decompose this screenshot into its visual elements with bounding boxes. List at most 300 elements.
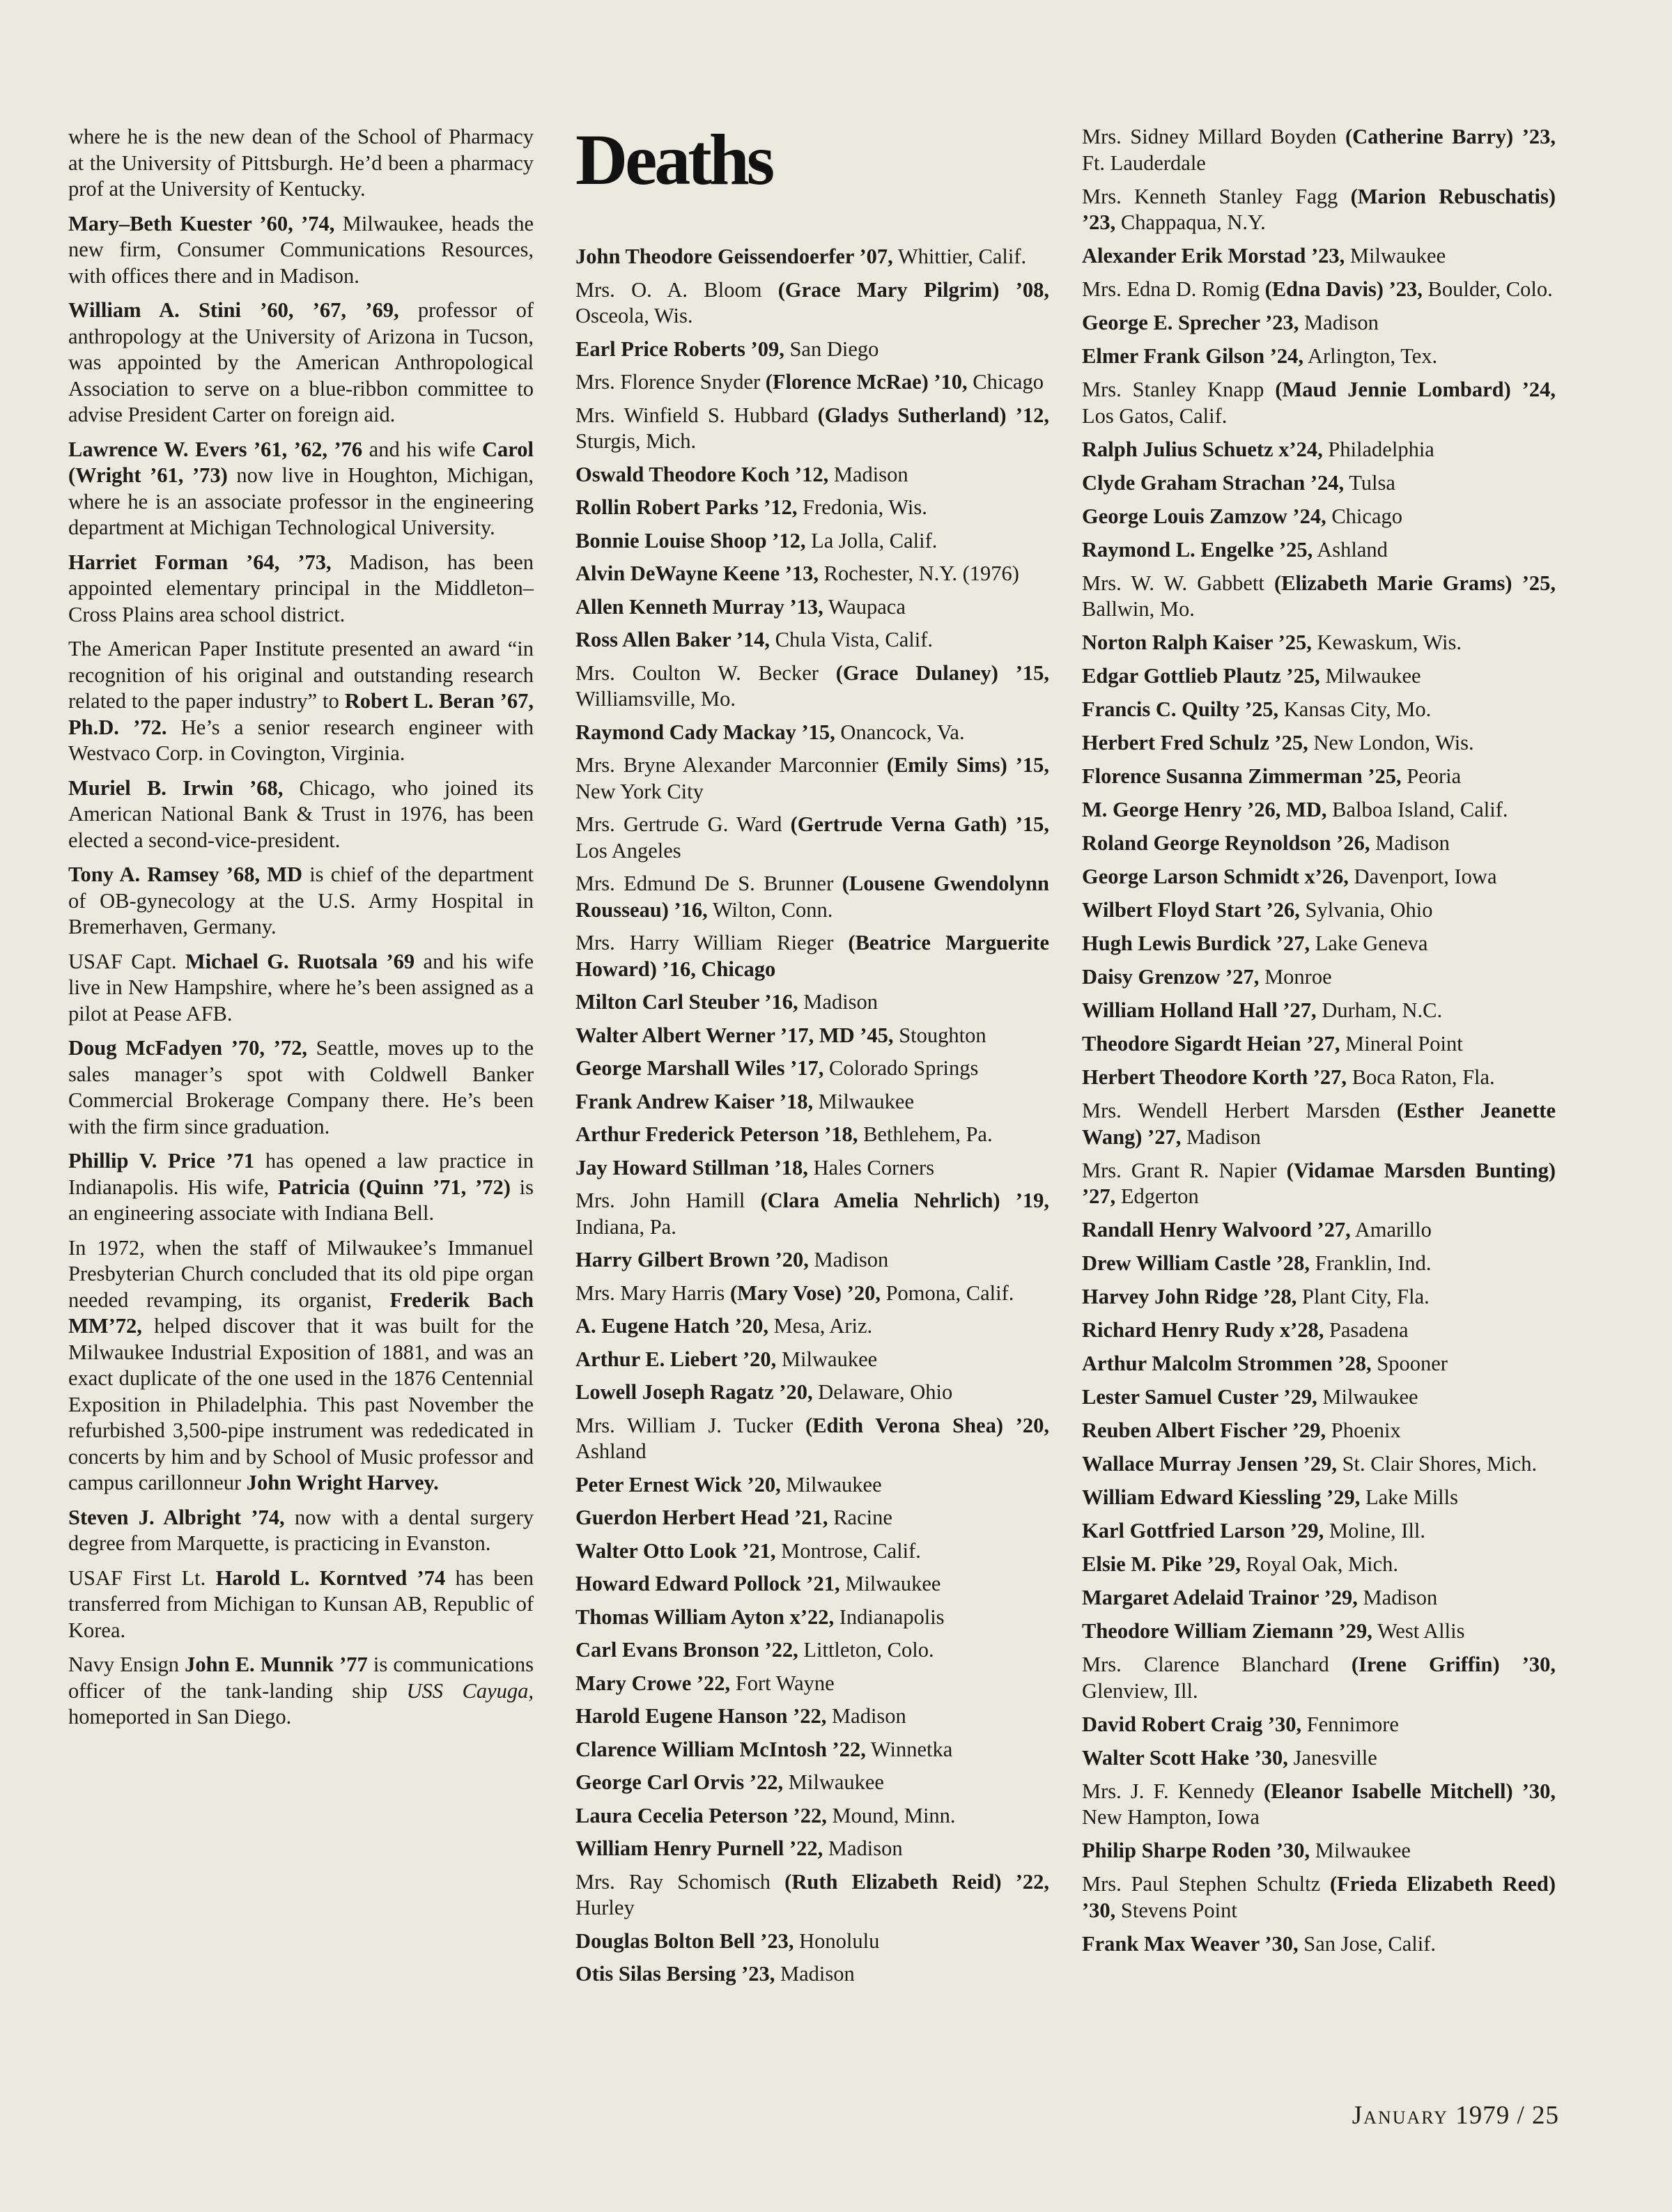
death-entry [1082, 277, 1556, 303]
name-text: George E. Sprecher ’23, [1082, 311, 1299, 334]
body-text: Glenview, Ill. [1082, 1678, 1198, 1703]
name-text: Richard Henry Rudy x’28, [1082, 1318, 1324, 1342]
name-text: Karl Gottfried Larson ’29, [1082, 1519, 1324, 1542]
name-text: (Clara Amelia Nehrlich) ’19, [760, 1189, 1049, 1212]
name-text: William Henry Purnell ’22, [575, 1836, 823, 1860]
death-entry [575, 627, 1049, 653]
alumni-note [68, 297, 534, 428]
name-text: Steven J. Albright ’74, [68, 1505, 285, 1529]
body-text: Whittier, Calif. [892, 245, 1027, 268]
alumni-note [68, 636, 534, 767]
death-entry [1082, 1745, 1556, 1772]
name-text: Walter Scott Hake ’30, [1082, 1745, 1288, 1770]
body-text: Mrs. Gertrude G. Ward [575, 812, 791, 836]
section-title: Deaths [575, 120, 773, 200]
name-text: Reuben Albert Fischer ’29, [1082, 1418, 1326, 1442]
body-text: Milwaukee [839, 1572, 941, 1595]
death-entry [575, 1836, 1049, 1862]
death-entry [575, 989, 1049, 1016]
body-text: New Hampton, Iowa [1082, 1805, 1260, 1829]
body-text: Fennimore [1301, 1712, 1399, 1736]
name-text: Clarence William McIntosh ’22, [575, 1737, 866, 1761]
body-text: Williamsville, Mo. [575, 687, 736, 711]
body-text: Ft. Lauderdale [1082, 150, 1206, 175]
name-text: M. George Henry ’26, MD, [1082, 798, 1327, 821]
name-text: Margaret Adelaid Trainor ’29, [1082, 1586, 1358, 1609]
name-text: William Edward Kiessling ’29, [1082, 1485, 1361, 1509]
body-text: Mrs. Sidney Millard Boyden [1082, 125, 1345, 148]
body-text: Mrs. Paul Stephen Schultz [1082, 1872, 1330, 1896]
name-text: Carl Evans Bronson ’22, [575, 1638, 798, 1662]
name-text: (Edith Verona Shea) ’20, [805, 1413, 1049, 1437]
death-entry [1082, 377, 1556, 429]
death-entry [575, 1413, 1049, 1465]
death-entry [575, 277, 1049, 330]
body-text: has been transferred from Michigan to Kunsan AB, Republic of Korea. [68, 1565, 534, 1642]
death-entry [1082, 184, 1556, 236]
body-text: Milwaukee [776, 1347, 878, 1371]
body-text: Milwaukee [1310, 1839, 1411, 1862]
death-entry [575, 1023, 1049, 1049]
body-text: San Diego [784, 337, 879, 361]
body-text: Mrs. Clarence Blanchard [1082, 1653, 1352, 1676]
death-entry [575, 1472, 1049, 1499]
name-text: Daisy Grenzow ’27, [1082, 965, 1260, 989]
name-text: Arthur E. Liebert ’20, [575, 1347, 777, 1371]
body-text: Chappaqua, N.Y. [1115, 210, 1266, 234]
body-text: The American Paper Institute presented an award “in recognition of his original and outstanding research related to the paper industry” to [68, 637, 534, 713]
name-text: Lester Samuel Custer ’29, [1082, 1385, 1317, 1409]
death-entry [575, 1770, 1049, 1796]
body-text: professor of anthropology at the University of Arizona in Tucson, was appointed by the American Anthropological Association to serve on a blue-ribbon committee to advise President Carter on foreign aid. [68, 298, 534, 426]
body-text: now live in Houghton, Michigan, where he is an associate professor in the engineering department at Michigan Technological University. [68, 463, 534, 539]
name-text: Herbert Fred Schulz ’25, [1082, 731, 1308, 755]
body-text: San Jose, Calif. [1298, 1931, 1437, 1956]
death-entry [1082, 1451, 1556, 1478]
body-text: now with a dental surgery degree from Marquette, is practicing in Evanston. [68, 1505, 534, 1555]
death-entry [1082, 571, 1556, 623]
body-text: Los Gatos, Calif. [1082, 403, 1228, 428]
death-entry [1082, 764, 1556, 790]
name-text: Frederik Bach MM’72, [68, 1287, 534, 1338]
death-entry [1082, 1652, 1556, 1704]
name-text: David Robert Craig ’30, [1082, 1712, 1302, 1736]
death-entry [575, 1055, 1049, 1082]
death-entry [575, 720, 1049, 746]
death-entry [1082, 931, 1556, 957]
death-entry [1082, 243, 1556, 270]
body-text: Chicago [1326, 504, 1402, 528]
name-text: Alvin DeWayne Keene ’13, [575, 562, 819, 585]
name-text: Rollin Robert Parks ’12, [575, 495, 798, 519]
name-text: Harriet Forman ’64, ’73, [68, 550, 332, 574]
name-text: Drew William Castle ’28, [1082, 1251, 1310, 1275]
body-text: Phoenix [1326, 1418, 1401, 1442]
name-text: William A. Stini ’60, ’67, ’69, [68, 298, 399, 322]
name-text: Clyde Graham Strachan ’24, [1082, 470, 1345, 495]
body-text: Ballwin, Mo. [1082, 597, 1195, 621]
name-text: (Grace Dulaney) ’15, [835, 660, 1049, 685]
name-text: Frank Max Weaver ’30, [1082, 1931, 1299, 1956]
body-text: St. Clair Shores, Mich. [1336, 1452, 1538, 1476]
name-text: Arthur Frederick Peterson ’18, [575, 1122, 858, 1146]
death-entry [1082, 1518, 1556, 1545]
death-entry [575, 403, 1049, 455]
name-text: Jay Howard Stillman ’18, [575, 1155, 808, 1180]
body-text: In 1972, when the staff of Milwaukee’s Immanuel Presbyterian Church concluded that its old pipe organ needed revamping, its organist, [68, 1235, 534, 1312]
body-text: Fredonia, Wis. [797, 495, 927, 519]
name-text: Frank Andrew Kaiser ’18, [575, 1089, 814, 1113]
name-text: William Holland Hall ’27, [1082, 998, 1317, 1022]
name-text: Roland George Reynoldson ’26, [1082, 831, 1370, 855]
death-entry [575, 1604, 1049, 1631]
death-entry [1082, 864, 1556, 890]
death-entry [575, 1122, 1049, 1148]
page-footer [1352, 2101, 1559, 2130]
name-text: (Esther Jeanette Wang) ’27, [1082, 1099, 1556, 1149]
name-text: Doug McFadyen ’70, ’72, [68, 1036, 307, 1060]
name-text: Oswald Theodore Koch ’12, [575, 462, 829, 486]
body-text: Sturgis, Mich. [575, 429, 697, 453]
death-entry [575, 1538, 1049, 1565]
body-text: is chief of the department of OB-gynecology at the U.S. Army Hospital in Bremerhaven, Germany. [68, 863, 534, 938]
death-entry [575, 1703, 1049, 1730]
death-entry [575, 1803, 1049, 1830]
body-text: Boulder, Colo. [1422, 277, 1553, 301]
death-entry [1082, 830, 1556, 857]
body-text: Mrs. William J. Tucker [575, 1413, 805, 1437]
body-text: New London, Wis. [1308, 731, 1474, 755]
name-text: (Maud Jennie Lombard) ’24, [1275, 378, 1556, 401]
body-text: Madison [808, 1248, 889, 1271]
deaths-list-1 [575, 244, 1049, 1988]
body-text: Mineral Point [1340, 1032, 1463, 1055]
body-text: Seattle, moves up to the sales manager’s spot with Coldwell Banker Commercial Brokerage Company there. He’s been with the firm since graduation. [68, 1036, 534, 1138]
death-entry [575, 528, 1049, 555]
death-entry [1082, 630, 1556, 656]
body-text: Lake Geneva [1310, 931, 1428, 955]
body-text: Milwaukee [1319, 664, 1421, 688]
death-entry [575, 369, 1049, 396]
death-entry [575, 1671, 1049, 1697]
death-entry [575, 1347, 1049, 1373]
name-text: Michael G. Ruotsala ’69 [185, 949, 415, 973]
body-text: Mrs. Coulton W. Becker [575, 660, 836, 685]
death-entry [1082, 1838, 1556, 1864]
name-text: Theodore William Ziemann ’29, [1082, 1619, 1372, 1643]
name-text: Norton Ralph Kaiser ’25, [1082, 631, 1312, 654]
alumni-note [68, 211, 534, 290]
name-text: John Theodore Geissendoerfer ’07, [575, 245, 893, 268]
name-text: John E. Munnik ’77 [185, 1653, 368, 1676]
death-entry [1082, 1618, 1556, 1645]
death-entry [1082, 1552, 1556, 1578]
deaths-column-1 [575, 120, 1049, 1995]
body-text: Racine [828, 1506, 892, 1529]
body-text: Honolulu [794, 1928, 880, 1953]
name-text: Harry Gilbert Brown ’20, [575, 1248, 809, 1271]
name-text: George Louis Zamzow ’24, [1082, 504, 1326, 528]
body-text: Mrs. Mary Harris [575, 1281, 730, 1305]
death-entry [1082, 663, 1556, 690]
body-text: USAF Capt. [68, 949, 185, 973]
death-entry [1082, 1098, 1556, 1150]
name-text: Carol (Wright ’61, ’73) [68, 437, 534, 487]
death-entry [1082, 964, 1556, 991]
body-text: Mrs. W. W. Gabbett [1082, 571, 1274, 595]
name-text: Mary–Beth Kuester ’60, ’74, [68, 211, 335, 235]
death-entry [1082, 1418, 1556, 1444]
body-text: Chicago [967, 370, 1044, 394]
name-text: George Marshall Wiles ’17, [575, 1056, 824, 1080]
body-text: Mrs. Winfield S. Hubbard [575, 403, 818, 427]
name-text: Edgar Gottlieb Plautz ’25, [1082, 664, 1320, 688]
body-text: Arlington, Tex. [1303, 344, 1438, 368]
death-entry [1082, 124, 1556, 176]
body-text: Onancock, Va. [835, 720, 965, 744]
footer-year-page: 1979 / 25 [1455, 2101, 1559, 2130]
death-entry [1082, 470, 1556, 497]
footer-month: January [1352, 2101, 1448, 2130]
name-text: Patricia (Quinn ’71, ’72) [277, 1175, 511, 1199]
death-entry [575, 1961, 1049, 1988]
body-text: Madison [1299, 311, 1379, 334]
body-text: Mrs. Stanley Knapp [1082, 378, 1276, 401]
name-text: Guerdon Herbert Head ’21, [575, 1506, 828, 1529]
body-text: Mrs. Harry William Rieger [575, 931, 849, 954]
death-entry [575, 1313, 1049, 1340]
body-text: Madison [1181, 1124, 1261, 1149]
death-entry [575, 561, 1049, 587]
body-text: Indiana, Pa. [575, 1214, 676, 1239]
name-text: Ralph Julius Schuetz x’24, [1082, 437, 1323, 461]
death-entry [575, 1637, 1049, 1664]
death-entry [1082, 343, 1556, 370]
name-text: Otis Silas Bersing ’23, [575, 1962, 775, 1986]
death-entry [1082, 998, 1556, 1024]
body-text: Kewaskum, Wis. [1311, 631, 1462, 654]
body-text: Plant City, Fla. [1296, 1285, 1430, 1308]
name-text: Ross Allen Baker ’14, [575, 628, 771, 651]
body-text: Madison [826, 1704, 906, 1728]
body-text: has opened a law practice in Indianapolis. His wife, [68, 1149, 534, 1199]
body-text: Mrs. John Hamill [575, 1189, 761, 1212]
death-entry [575, 871, 1049, 923]
name-text: (Edna Davis) ’23, [1264, 277, 1423, 301]
name-text: Randall Henry Walvoord ’27, [1082, 1218, 1351, 1242]
death-entry [575, 1155, 1049, 1182]
name-text: Harold L. Korntved ’74 [215, 1565, 446, 1590]
name-text: John Wright Harvey. [246, 1471, 439, 1494]
name-text: Francis C. Quilty ’25, [1082, 697, 1279, 721]
death-entry [1082, 1317, 1556, 1344]
body-text: Moline, Ill. [1324, 1519, 1426, 1542]
name-text: Raymond L. Engelke ’25, [1082, 537, 1313, 562]
body-text: and his wife live in New Hampshire, where he’s been assigned as a pilot at Pease AFB. [68, 949, 534, 1026]
body-text: Peoria [1401, 764, 1462, 788]
death-entry [1082, 1251, 1556, 1277]
death-entry [575, 812, 1049, 864]
name-text: Earl Price Roberts ’09, [575, 337, 784, 361]
alumni-note [68, 1505, 534, 1557]
death-entry [575, 1188, 1049, 1240]
death-entry [1082, 1384, 1556, 1411]
death-entry [1082, 797, 1556, 823]
name-text: (Beatrice Marguerite Howard) ’16, Chicago [575, 931, 1049, 981]
name-text: Howard Edward Pollock ’21, [575, 1572, 840, 1595]
body-text: Janesville [1287, 1745, 1377, 1770]
body-text: Mound, Minn. [826, 1803, 956, 1827]
body-text: Mesa, Ariz. [768, 1314, 873, 1338]
name-text: (Grace Mary Pilgrim) ’08, [777, 277, 1049, 302]
body-text: Waupaca [823, 594, 906, 619]
body-text: Milwaukee [1317, 1385, 1418, 1409]
body-text: Indianapolis [834, 1604, 945, 1629]
body-text: Mrs. Bryne Alexander Marconnier [575, 753, 887, 777]
alumni-note [68, 1235, 534, 1496]
name-text: Walter Albert Werner ’17, MD ’45, [575, 1023, 894, 1047]
name-text: A. Eugene Hatch ’20, [575, 1314, 769, 1338]
death-entry [1082, 1779, 1556, 1831]
body-text: Ashland [1313, 537, 1388, 562]
body-text: Pasadena [1324, 1318, 1409, 1342]
name-text: Raymond Cady Mackay ’15, [575, 720, 835, 744]
name-text: (Eleanor Isabelle Mitchell) ’30, [1263, 1779, 1556, 1803]
body-text: Milwaukee, heads the new firm, Consumer Communications Resources, with offices there and in Madison. [68, 211, 534, 288]
name-text: Lawrence W. Evers ’61, ’62, ’76 [68, 437, 363, 461]
name-text: Tony A. Ramsey ’68, MD [68, 863, 303, 886]
death-entry [575, 1571, 1049, 1598]
body-text: Franklin, Ind. [1310, 1251, 1432, 1275]
death-entry [575, 1505, 1049, 1531]
body-text: Littleton, Colo. [798, 1638, 934, 1662]
body-text: Royal Oak, Mich. [1240, 1552, 1399, 1576]
body-text: Mrs. Grant R. Napier [1082, 1158, 1287, 1182]
death-entry [1082, 730, 1556, 757]
alumni-note [68, 124, 534, 203]
body-text: Stevens Point [1115, 1898, 1237, 1922]
name-text: Douglas Bolton Bell ’23, [575, 1928, 794, 1953]
name-text: Wallace Murray Jensen ’29, [1082, 1452, 1337, 1476]
body-text: Mrs. Florence Snyder [575, 370, 766, 394]
body-text: Madison [1370, 831, 1450, 855]
death-entry [1082, 1065, 1556, 1091]
death-entry [1082, 1351, 1556, 1377]
name-text: Milton Carl Steuber ’16, [575, 990, 798, 1014]
name-text: Bonnie Louise Shoop ’12, [575, 528, 806, 552]
body-text: West Allis [1372, 1619, 1465, 1643]
body-text: is communications officer of the tank-landing ship [68, 1653, 534, 1703]
name-text: Arthur Malcolm Strommen ’28, [1082, 1352, 1372, 1375]
name-text: (Frieda Elizabeth Reed) ’30, [1082, 1872, 1556, 1922]
alumni-note [68, 775, 534, 854]
death-entry [1082, 897, 1556, 924]
body-text: Mrs. O. A. Bloom [575, 277, 778, 302]
body-text: Fort Wayne [730, 1671, 835, 1695]
body-text: Wilton, Conn. [707, 897, 833, 922]
death-entry [575, 1379, 1049, 1406]
body-text: Spooner [1371, 1352, 1448, 1375]
death-entry [575, 1928, 1049, 1955]
death-entry [1082, 504, 1556, 530]
body-text: Amarillo [1350, 1218, 1432, 1242]
body-text: La Jolla, Calif. [805, 528, 938, 552]
body-text: Madison [1357, 1586, 1438, 1609]
name-text: Laura Cecelia Peterson ’22, [575, 1803, 827, 1827]
name-text: Thomas William Ayton x’22, [575, 1604, 835, 1629]
body-text: Pomona, Calif. [880, 1281, 1014, 1305]
body-text: Colorado Springs [823, 1056, 979, 1080]
body-text: Sylvania, Ohio [1299, 898, 1433, 922]
name-text: Robert L. Beran ’67, Ph.D. ’72. [68, 689, 534, 739]
name-text: Peter Ernest Wick ’20, [575, 1472, 781, 1496]
death-entry [1082, 310, 1556, 337]
alumni-note [68, 862, 534, 941]
name-text: Lowell Joseph Ragatz ’20, [575, 1380, 813, 1404]
name-text: Theodore Sigardt Heian ’27, [1082, 1032, 1340, 1055]
death-entry [575, 1281, 1049, 1307]
body-text: Hales Corners [807, 1155, 935, 1180]
body-text: Balboa Island, Calif. [1326, 798, 1508, 821]
body-text: Montrose, Calif. [775, 1538, 921, 1563]
alumni-note [68, 1035, 534, 1140]
name-text: (Vidamae Marsden Bunting) ’27, [1082, 1158, 1556, 1208]
body-text: Tulsa [1344, 470, 1395, 495]
death-entry [1082, 697, 1556, 723]
alumni-note [68, 550, 534, 628]
death-entry [1082, 1871, 1556, 1924]
body-text: Mrs. Kenneth Stanley Fagg [1082, 184, 1351, 208]
death-entry [575, 1737, 1049, 1763]
body-text: Los Angeles [575, 838, 681, 863]
name-text: Hugh Lewis Burdick ’27, [1082, 931, 1310, 955]
death-entry [1082, 537, 1556, 564]
death-entry [575, 594, 1049, 621]
death-entry [575, 495, 1049, 521]
body-text: Winnetka [865, 1737, 953, 1761]
name-text: Elmer Frank Gilson ’24, [1082, 344, 1304, 368]
body-text: Hurley [575, 1896, 635, 1919]
body-text: Milwaukee [813, 1089, 915, 1113]
death-entry [575, 930, 1049, 982]
name-text: Wilbert Floyd Start ’26, [1082, 898, 1300, 922]
body-text: Mrs. Ray Schomisch [575, 1869, 785, 1894]
body-text: USAF First Lt. [68, 1565, 216, 1590]
death-entry [1082, 1031, 1556, 1058]
death-entry [1082, 1712, 1556, 1738]
name-text: Walter Otto Look ’21, [575, 1538, 776, 1563]
body-text: Edgerton [1115, 1184, 1199, 1208]
body-text: Kansas City, Mo. [1278, 697, 1432, 721]
name-text: (Lousene Gwendolynn Rousseau) ’16, [575, 872, 1049, 922]
body-text: Madison [798, 990, 878, 1014]
death-entry [575, 1869, 1049, 1921]
death-entry [1082, 1217, 1556, 1244]
name-text: Harvey John Ridge ’28, [1082, 1285, 1297, 1308]
name-text: Elsie M. Pike ’29, [1082, 1552, 1241, 1576]
body-text: Rochester, N.Y. (1976) [819, 562, 1019, 585]
body-text: Chula Vista, Calif. [770, 628, 934, 651]
name-text: (Gladys Sutherland) ’12, [817, 403, 1049, 427]
body-text: Osceola, Wis. [575, 304, 693, 327]
body-text: Milwaukee [783, 1770, 884, 1794]
death-entry [1082, 1485, 1556, 1511]
name-text: Muriel B. Irwin ’68, [68, 775, 284, 800]
death-entry [575, 244, 1049, 270]
death-entry [575, 752, 1049, 805]
death-entry [575, 1247, 1049, 1274]
name-text: Alexander Erik Morstad ’23, [1082, 244, 1345, 268]
